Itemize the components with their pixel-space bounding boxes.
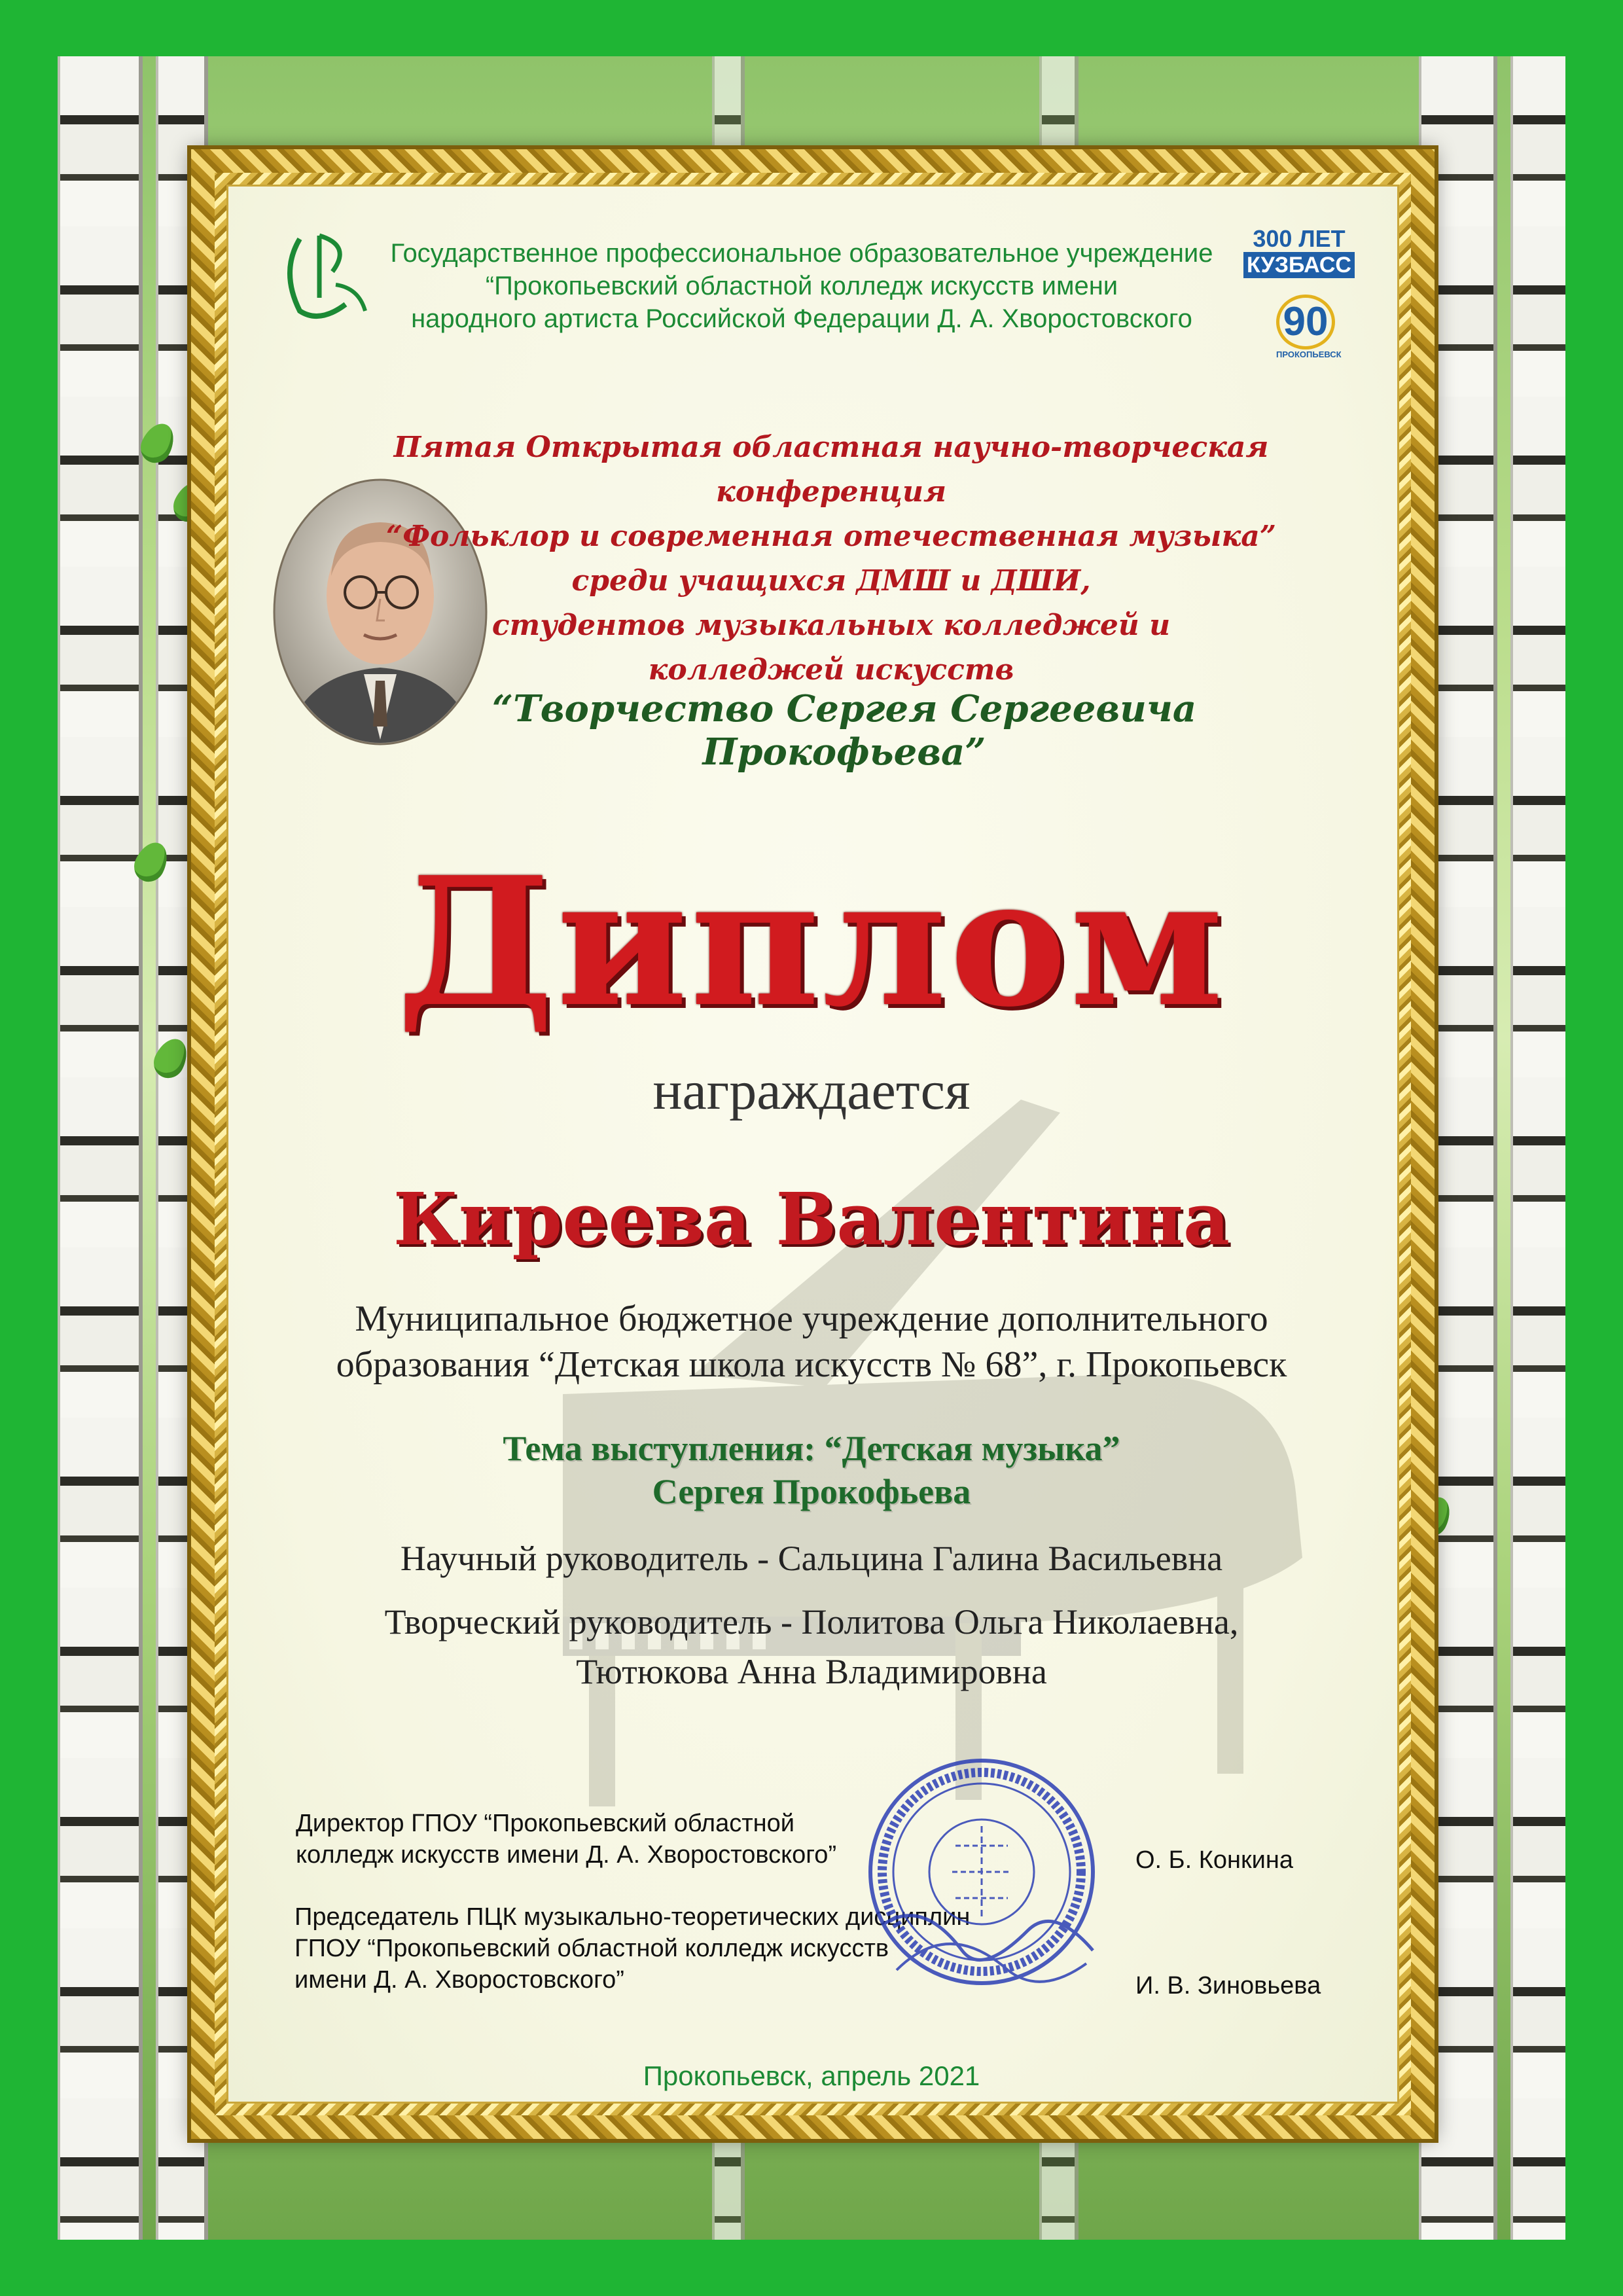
chair-line: ГПОУ “Прокопьевский областной колледж искусств	[294, 1935, 889, 1962]
city-logo-number: 90	[1276, 295, 1335, 350]
conference-line: Пятая Открытая областная научно-творческая конференция	[393, 431, 1269, 509]
creative-supervisors	[249, 1597, 1374, 1696]
director-line: Директор ГПОУ “Прокопьевский областной	[296, 1810, 794, 1837]
recipient-institution	[249, 1296, 1374, 1388]
college-logo-icon	[274, 226, 372, 324]
creative-lead-line: Творческий руководитель - Политова Ольга Николаевна,	[384, 1602, 1239, 1641]
recipient-name: Киреева Валентина	[393, 1177, 1230, 1261]
conference-title	[340, 425, 1322, 692]
director-title	[296, 1808, 885, 1871]
scientific-supervisor: Научный руководитель - Сальцина Галина Васильевна	[400, 1539, 1223, 1578]
presentation-topic	[327, 1427, 1296, 1513]
official-stamp-icon	[857, 1754, 1113, 2009]
chair-line: Председатель ПЦК музыкально-теоретических дисциплин	[294, 1903, 971, 1931]
conference-line: среди учащихся ДМШ и ДШИ,	[571, 564, 1091, 598]
institution-line: образования “Детская школа искусств № 68”, г. Прокопьевск	[336, 1344, 1287, 1385]
conference-theme: “Творчество Сергея Сергеевича Прокофьева”	[491, 687, 1197, 774]
topic-line: Тема выступления: “Детская музыка”	[503, 1429, 1120, 1468]
chair-line: имени Д. А. Хворостовского”	[294, 1966, 624, 1994]
conference-line: студентов музыкальных колледжей и	[491, 609, 1171, 642]
header-line: Государственное профессиональное образовательное учреждение	[390, 239, 1213, 268]
birch-trunk	[58, 56, 143, 2240]
institution-line: Муниципальное бюджетное учреждение дополнительного	[355, 1299, 1268, 1339]
chair-name: И. В. Зиновьева	[1135, 1972, 1321, 2000]
conference-line: “Фольклор и современная отечественная музыка”	[385, 520, 1277, 553]
kuzbass-300-logo	[1243, 226, 1355, 285]
awarded-label: награждается	[652, 1060, 971, 1121]
director-name: О. Б. Конкина	[1135, 1846, 1293, 1874]
header-line: “Прокопьевский областной колледж искусств имени	[485, 272, 1118, 300]
director-line: колледж искусств имени Д. А. Хворостовского”	[296, 1841, 837, 1869]
conference-line: колледжей искусств	[648, 653, 1014, 687]
city-logo-caption: ПРОКОПЬЕВСК	[1276, 350, 1342, 359]
prokopyevsk-90-logo	[1276, 295, 1342, 367]
diploma-title: Диплом	[397, 838, 1226, 1046]
topic-line: Сергея Прокофьева	[652, 1472, 971, 1511]
kuzbass-logo-bottom: КУЗБАСС	[1243, 252, 1355, 278]
place-and-date: Прокопьевск, апрель 2021	[643, 2060, 980, 2091]
kuzbass-logo-top: 300 ЛЕТ	[1253, 225, 1346, 252]
birch-trunk	[1510, 56, 1565, 2240]
header-line: народного артиста Российской Федерации Д. А. Хворостовского	[411, 304, 1192, 333]
college-header	[366, 237, 1237, 335]
creative-lead-line: Тютюкова Анна Владимировна	[576, 1652, 1047, 1691]
